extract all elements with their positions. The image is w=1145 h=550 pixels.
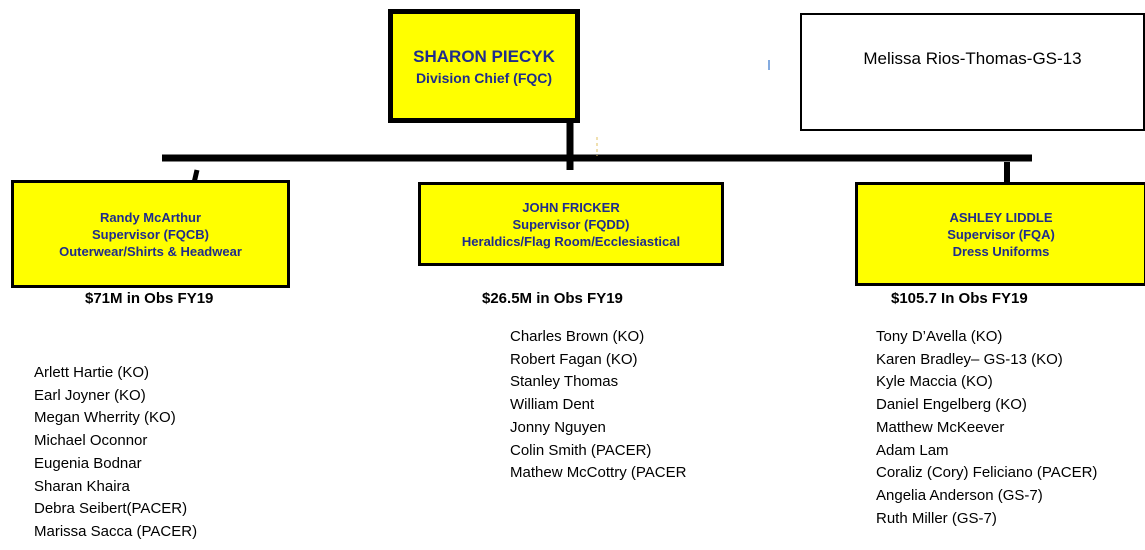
supervisor-title: Supervisor (FQA) — [947, 226, 1055, 242]
staff-member: Mathew McCottry (PACER — [510, 464, 687, 482]
obs-fqa: $105.7 In Obs FY19 — [891, 290, 1028, 307]
staff-member: Daniel Engelberg (KO) — [876, 396, 1027, 414]
supervisor-area: Outerwear/Shirts & Headwear — [59, 243, 242, 259]
supervisor-name: ASHLEY LIDDLE — [949, 209, 1053, 225]
staff-member: Sharan Khaira — [34, 477, 130, 495]
staff-list-fqcb — [34, 362, 197, 544]
supervisor-box-fqdd — [418, 182, 724, 266]
obs-fqcb: $71M in Obs FY19 — [85, 290, 214, 307]
staff-member: Matthew McKeever — [876, 418, 1005, 436]
staff-member: Michael Oconnor — [34, 432, 148, 450]
staff-member: Kyle Maccia (KO) — [876, 373, 993, 391]
chief-box — [388, 9, 580, 123]
staff-member: Coraliz (Cory) Feliciano (PACER) — [876, 464, 1098, 482]
supervisor-box-fqcb — [11, 180, 290, 288]
supervisor-area: Dress Uniforms — [952, 243, 1050, 259]
supervisor-area: Heraldics/Flag Room/Ecclesiastical — [461, 233, 681, 249]
staff-member: Adam Lam — [876, 441, 949, 459]
staff-member: William Dent — [510, 396, 595, 414]
staff-member: Karen Bradley– GS-13 (KO) — [876, 350, 1063, 368]
supervisor-name: Randy McArthur — [99, 209, 202, 225]
chief-name: SHARON PIECYK — [413, 46, 555, 66]
staff-member: Stanley Thomas — [510, 373, 619, 391]
staff-member: Charles Brown (KO) — [510, 328, 645, 345]
staff-member: Marissa Sacca (PACER) — [34, 522, 198, 540]
chief-title: Division Chief (FQC) — [415, 69, 553, 86]
staff-member: Colin Smith (PACER) — [510, 441, 652, 459]
staff-member: Earl Joyner (KO) — [34, 386, 146, 404]
staff-member: Angelia Anderson (GS-7) — [876, 486, 1043, 504]
supervisor-title: Supervisor (FQCB) — [91, 226, 209, 242]
staff-member: Arlett Hartie (KO) — [34, 364, 150, 381]
staff-member: Ruth Miller (GS-7) — [876, 509, 997, 527]
side-note-box — [800, 13, 1145, 131]
staff-list-fqa — [876, 326, 1097, 530]
staff-member: Megan Wherrity (KO) — [34, 409, 176, 427]
supervisor-box-fqa — [855, 182, 1145, 286]
obs-fqdd: $26.5M in Obs FY19 — [482, 290, 623, 307]
supervisor-name: JOHN FRICKER — [522, 199, 620, 215]
staff-member: Debra Seibert(PACER) — [34, 500, 188, 518]
staff-member: Robert Fagan (KO) — [510, 350, 638, 368]
staff-member: Tony D’Avella (KO) — [876, 328, 1003, 345]
staff-member: Eugenia Bodnar — [34, 454, 142, 472]
supervisor-title: Supervisor (FQDD) — [512, 216, 630, 232]
staff-member: Jonny Nguyen — [510, 418, 606, 436]
staff-list-fqdd — [510, 326, 686, 485]
side-note-text: Melissa Rios-Thomas-GS-13 — [863, 49, 1082, 68]
